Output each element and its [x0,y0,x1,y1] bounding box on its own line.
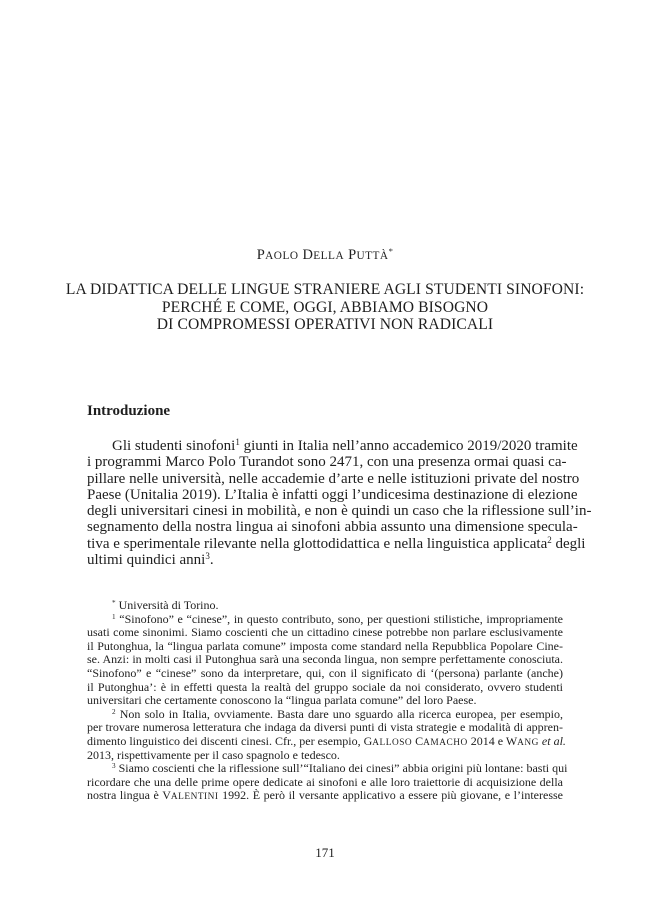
body-paragraph [87,437,592,569]
footnotes [87,598,568,803]
body-line: Gli studenti sinofoni$^1$ giunti in Italia nell’anno accademico 2019/2020 tramite [112,437,578,454]
footnote-line: se. Anzi: in molti casi il Putonghua sarà una seconda lingua, non sempre perfettamente conosciuta. [87,652,563,667]
author-name: PAOLO DELLA PUTTÀ* [256,246,394,263]
footnote-ref: 3 [205,551,210,562]
body-line: ultimi quindici anni$^3$. [87,551,214,569]
title-line: PERCHÉ E COME, OGGI, ABBIAMO BISOGNO [161,298,489,316]
footnote-ref: 2 [547,534,552,545]
footnote-line: “Sinofono” e “cinese” sono da interpretare, qui, con il significato di ‘(persona) parlante (anche) [87,665,563,680]
footnote-line: ricordare che una delle prime opere dedicate ai sinofoni e alle loro traiettorie di acquisizione della [87,774,563,789]
footnote-line: usati come sinonimi. Siamo coscienti che un cittadino cinese potrebbe non parlare esclusivamente [87,625,563,640]
footnote-line: il Putonghua’: è in effetti questa la realtà del gruppo sociale da noi considerato, ovvero studenti [87,679,563,694]
section-heading: Introduzione [87,403,171,419]
footnote-line: dimento linguistico dei discenti cinesi. Cfr., per esempio, GALLOSO CAMACHO 2014 e WANG et al. [87,733,566,748]
footnote-ref: 1 [235,437,240,448]
body-line: i programmi Marco Polo Turandot sono 2471, con una presenza ormai quasi ca- [87,454,567,471]
footnote-star: * Università di Torino. [112,598,219,612]
footnote-line: per trovare numerosa letteratura che indaga da diversi punti di vista strategie e modalità di appren- [87,720,563,735]
article-title [0,281,650,334]
body-line: degli universitari cinesi in mobilità, e non è quindi un caso che la riflessione sull’in- [87,503,592,520]
page-number: 171 [315,845,335,860]
title-line: LA DIDATTICA DELLE LINGUE STRANIERE AGLI STUDENTI SINOFONI: [65,281,585,298]
footnote-line: 2013, rispettivamente per il caso spagnolo e tedesco. [87,747,340,762]
body-line: pillare nelle università, nelle accademie d’arte e nelle istituzioni private del nostro [87,470,580,487]
footnote-1: $^1$ “Sinofono” e “cinese”, in questo contributo, sono, per questioni stilistiche, impropriamente [112,611,563,626]
footnote-line: nostra lingua è VALENTINI 1992. È però il versante applicativo a essere più giovane, e l’interesse [87,788,563,803]
footnote-line: universitari che certamente conoscono la “lingua parlata comune” del loro Paese. [87,693,477,708]
footnote-3: $^3$ Siamo coscienti che la riflessione sull’“Italiano dei cinesi” abbia origini più lontane: basti qui [112,761,568,776]
author-footnote-mark: * [388,246,394,257]
body-line: Paese (Unitalia 2019). L’Italia è infatti oggi l’undicesima destinazione di elezione [87,486,578,503]
title-line: DI COMPROMESSI OPERATIVI NON RADICALI [156,316,494,333]
footnote-line: il Putonghua, la “lingua parlata comune” imposta come standard nella Repubblica Popolare Cine- [87,638,563,653]
body-line: segnamento della nostra lingua ai sinofoni abbia assunto una dimensione specula- [87,519,578,536]
body-line: tiva e sperimentale rilevante nella glottodidattica e nella linguistica applicata$^2$ degli [87,534,586,552]
footnote-2: $^2$ Non solo in Italia, ovviamente. Basta dare uno sguardo alla ricerca europea, per esempio, [112,706,563,721]
